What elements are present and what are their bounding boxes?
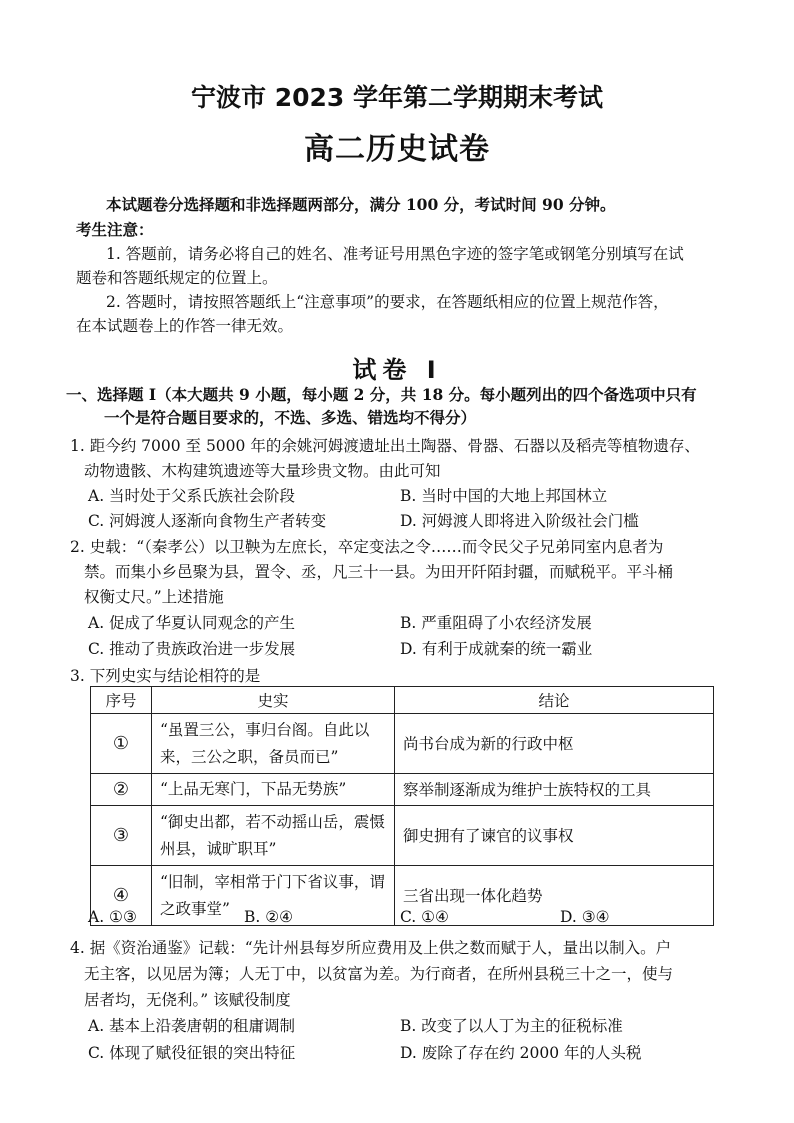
row-fact: “虽置三公，事归台阁。自此以来，三公之职，备员而已”: [152, 714, 395, 774]
exam-summary: 本试题卷分选择题和非选择题两部分，满分 100 分，考试时间 90 分钟。: [106, 195, 616, 214]
row-number: ①: [91, 714, 152, 774]
row-number: ④: [91, 866, 152, 926]
question-1-option-c[interactable]: C. 河姆渡人逐渐向食物生产者转变: [88, 512, 327, 530]
section-heading-line-2: 一个是符合题目要求的，不选、多选、错选均不得分）: [104, 408, 477, 427]
question-2-option-a[interactable]: A. 促成了华夏认同观念的产生: [88, 614, 296, 632]
question-3-option-b[interactable]: B. ②④: [244, 908, 294, 926]
question-2-option-c[interactable]: C. 推动了贵族政治进一步发展: [88, 640, 296, 658]
notice-1-line-2: 题卷和答题纸规定的位置上。: [76, 269, 278, 287]
column-header-number: 序号: [91, 687, 152, 714]
row-number: ③: [91, 806, 152, 866]
row-fact: “上品无寒门，下品无势族”: [152, 774, 395, 806]
question-4-stem-line-1: 4. 据《资治通鉴》记载：“先计州县每岁所应费用及上供之数而赋于人，量出以制入。户: [70, 939, 672, 957]
question-4-stem-line-2: 无主客，以见居为簿；人无丁中，以贫富为差。为行商者，在所州县税三十之一，使与: [84, 965, 674, 983]
question-4-option-a[interactable]: A. 基本上沿袭唐朝的租庸调制: [88, 1017, 296, 1035]
question-4-option-b[interactable]: B. 改变了以人丁为主的征税标准: [400, 1017, 623, 1035]
question-2-stem-line-2: 禁。而集小乡邑聚为县，置令、丞，凡三十一县。为田开阡陌封疆，而赋税平。平斗桶: [84, 563, 674, 581]
question-2-stem-line-3: 权衡丈尺。”上述措施: [84, 588, 224, 606]
row-number: ②: [91, 774, 152, 806]
facts-table: [90, 686, 714, 926]
question-1-option-b[interactable]: B. 当时中国的大地上邦国林立: [400, 487, 608, 505]
question-3-option-a[interactable]: A. ①③: [88, 908, 137, 926]
notice-title: 考生注意：: [76, 220, 154, 239]
question-1-option-d[interactable]: D. 河姆渡人即将进入阶级社会门槛: [400, 512, 639, 530]
exam-subtitle: 高二历史试卷: [304, 132, 490, 167]
row-conclusion: 御史拥有了谏官的议事权: [395, 806, 714, 866]
question-2-stem-line-1: 2. 史载：“（秦孝公）以卫鞅为左庶长，卒定变法之令……而令民父子兄弟同室内息者为: [70, 538, 664, 556]
question-4-option-c[interactable]: C. 体现了赋役征银的突出特征: [88, 1044, 296, 1062]
question-2-option-b[interactable]: B. 严重阻碍了小农经济发展: [400, 614, 592, 632]
question-1-stem-line-2: 动物遗骸、木构建筑遗迹等大量珍贵文物。由此可知: [84, 462, 441, 480]
question-1-option-a[interactable]: A. 当时处于父系氏族社会阶段: [88, 487, 296, 505]
row-fact: “御史出都，若不动摇山岳，震慑州县，诚旷职耳”: [152, 806, 395, 866]
row-conclusion: 三省出现一体化趋势: [395, 866, 714, 926]
notice-1-line-1: 1. 答题前，请务必将自己的姓名、准考证号用黑色字迹的签字笔或钢笔分别填写在试: [106, 245, 684, 263]
section-title: 试卷 I: [352, 356, 442, 384]
column-header-conclusion: 结论: [395, 687, 714, 714]
table-row: [91, 714, 714, 774]
table-row: [91, 774, 714, 806]
exam-title: 宁波市 2023 学年第二学期期末考试: [191, 83, 603, 112]
question-1-stem-line-1: 1. 距今约 7000 至 5000 年的余姚河姆渡遗址出土陶器、骨器、石器以及稻壳等植物遗存、: [70, 437, 700, 455]
column-header-fact: 史实: [152, 687, 395, 714]
question-4-stem-line-3: 居者均，无侥利。” 该赋役制度: [84, 991, 291, 1009]
row-fact: “旧制，宰相常于门下省议事，谓之政事堂”: [152, 866, 395, 926]
question-4-option-d[interactable]: D. 废除了存在约 2000 年的人头税: [400, 1044, 642, 1062]
question-3-option-c[interactable]: C. ①④: [400, 908, 449, 926]
notice-2-line-2: 在本试题卷上的作答一律无效。: [76, 317, 294, 335]
question-3-stem: 3. 下列史实与结论相符的是: [70, 667, 261, 685]
question-3-option-d[interactable]: D. ③④: [560, 908, 610, 926]
row-conclusion: 察举制逐渐成为维护士族特权的工具: [395, 774, 714, 806]
question-2-option-d[interactable]: D. 有利于成就秦的统一霸业: [400, 640, 593, 658]
section-heading-line-1: 一、选择题 I（本大题共 9 小题，每小题 2 分，共 18 分。每小题列出的四个备选项中只有: [66, 385, 697, 404]
table-header-row: [91, 687, 714, 714]
notice-2-line-1: 2. 答题时，请按照答题纸上“注意事项”的要求，在答题纸相应的位置上规范作答，: [106, 293, 669, 311]
table-row: [91, 806, 714, 866]
row-conclusion: 尚书台成为新的行政中枢: [395, 714, 714, 774]
